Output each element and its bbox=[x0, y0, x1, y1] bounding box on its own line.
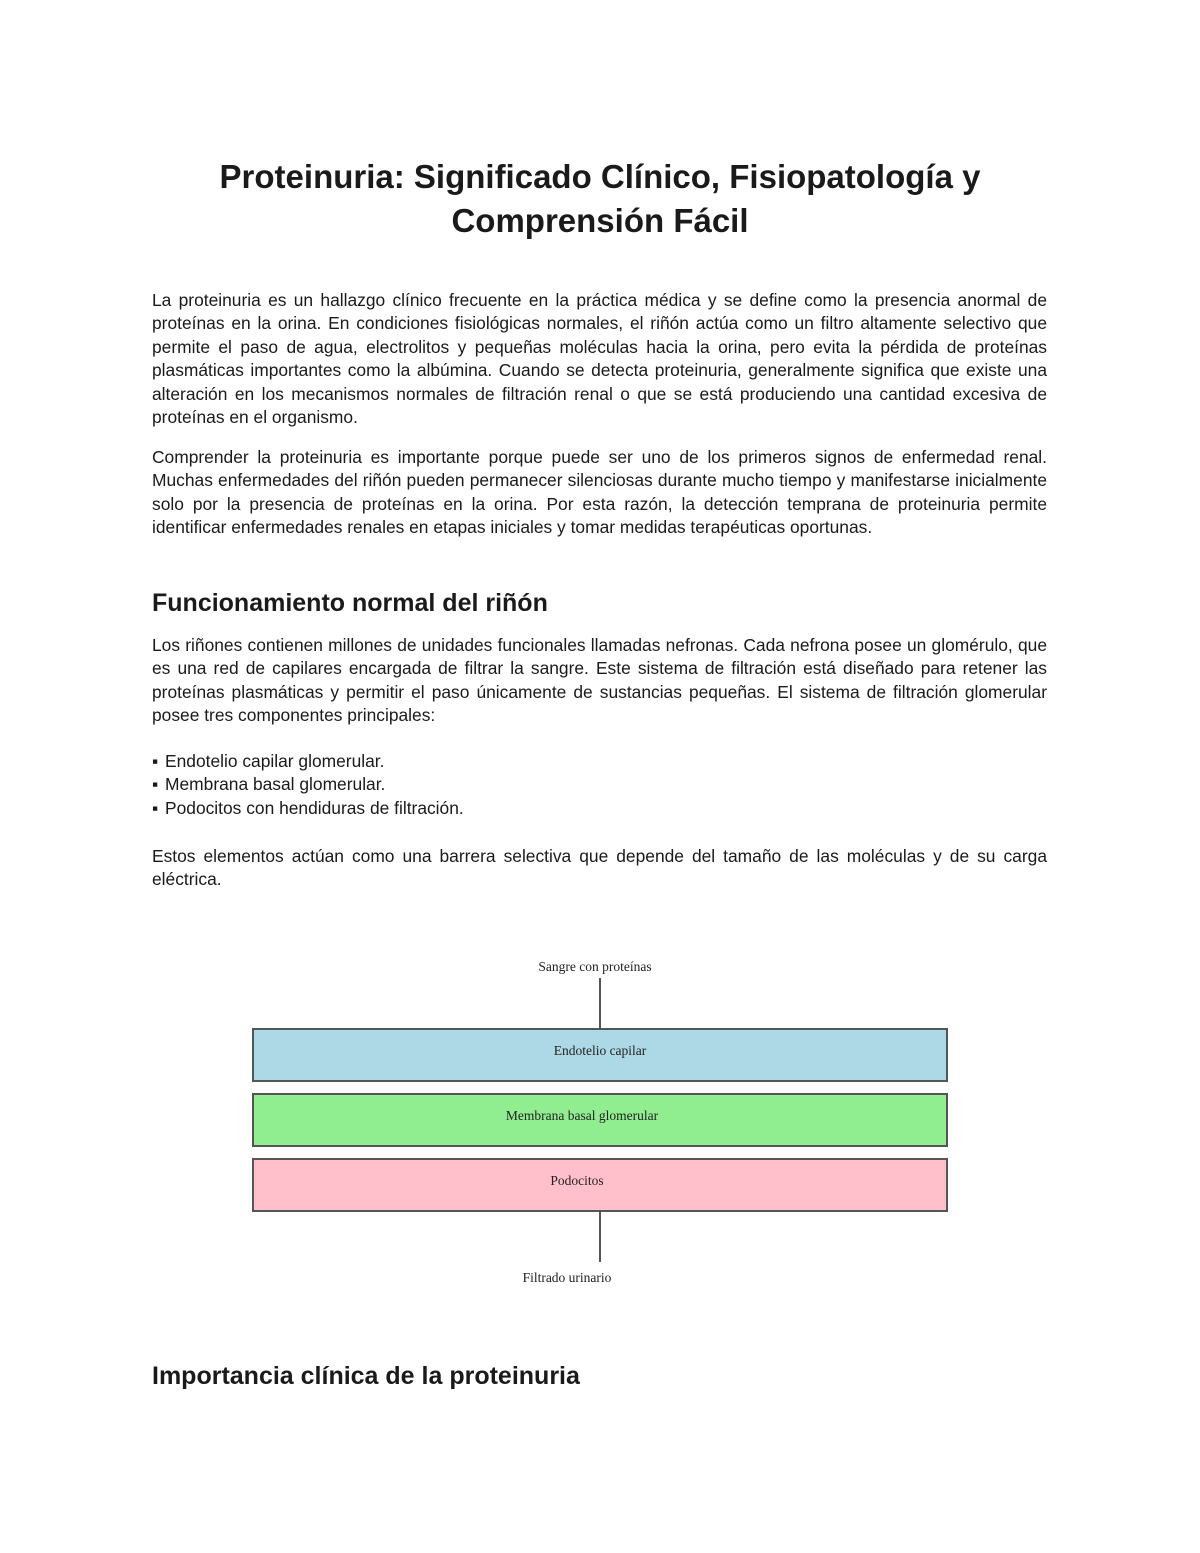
section-heading-clinical-importance: Importancia clínica de la proteinuria bbox=[152, 1362, 580, 1390]
bullet-marker: ▪ bbox=[152, 751, 159, 771]
paragraph-intro: La proteinuria es un hallazgo clínico frecuente en la práctica médica y se define como la presencia anormal de proteínas en la orina. En condiciones fisiológicas normales, el riñón actúa como un filtro altamente selectivo que permite el paso de agua, electrolitos y pequeñas moléculas hacia la orina, pero evita la pérdida de proteínas plasmáticas importantes como la albúmina. Cuando se detecta proteinuria, generalmente significa que existe una alteración en los mecanismos normales de filtración renal o que se está produciendo una cantidad excesiva de proteínas en el organismo. bbox=[152, 290, 1047, 428]
diagram-bottom-label: Filtrado urinario bbox=[522, 1270, 612, 1285]
document-title: Proteinuria: Significado Clínico, Fisiopatología y Comprensión Fácil bbox=[219, 158, 981, 239]
list-item: ▪ Podocitos con hendiduras de filtración. bbox=[152, 797, 1047, 820]
paragraph-importance: Comprender la proteinuria es importante porque puede ser uno de los primeros signos de enfermedad renal. Muchas enfermedades del riñón pueden permanecer silenciosas durante mucho tiempo y manifestarse inicialmente solo por la presencia de proteínas en la orina. Por esta razón, la detección temprana de proteinuria permite identificar enfermedades renales en etapas iniciales y tomar medidas terapéuticas oportunas. bbox=[152, 447, 1047, 538]
paragraph-nephron: Los riñones contienen millones de unidades funcionales llamadas nefronas. Cada nefrona posee un glomérulo, que es una red de capilares encargada de filtrar la sangre. Este sistema de filtración está diseñado para retener las proteínas plasmáticas y permitir el paso únicamente de sustancias pequeñas. El sistema de filtración glomerular posee tres componentes principales: bbox=[152, 635, 1047, 726]
list-item: ▪ Endotelio capilar glomerular. bbox=[152, 750, 1047, 773]
list-item: ▪ Membrana basal glomerular. bbox=[152, 773, 1047, 796]
bullet-marker: ▪ bbox=[152, 774, 159, 795]
layer-podocytes-label: Podocitos bbox=[550, 1173, 604, 1188]
section-heading-normal-function: Funcionamiento normal del riñón bbox=[152, 589, 548, 617]
diagram-top-label: Sangre con proteínas bbox=[538, 959, 652, 974]
layer-endothelium-label: Endotelio capilar bbox=[553, 1043, 647, 1058]
bullet-marker: ▪ bbox=[152, 797, 159, 818]
paragraph-selective-barrier: Estos elementos actúan como una barrera selectiva que depende del tamaño de las moléculas y de su carga eléctrica. bbox=[152, 846, 1047, 890]
layer-basement-membrane-label: Membrana basal glomerular bbox=[505, 1108, 659, 1123]
